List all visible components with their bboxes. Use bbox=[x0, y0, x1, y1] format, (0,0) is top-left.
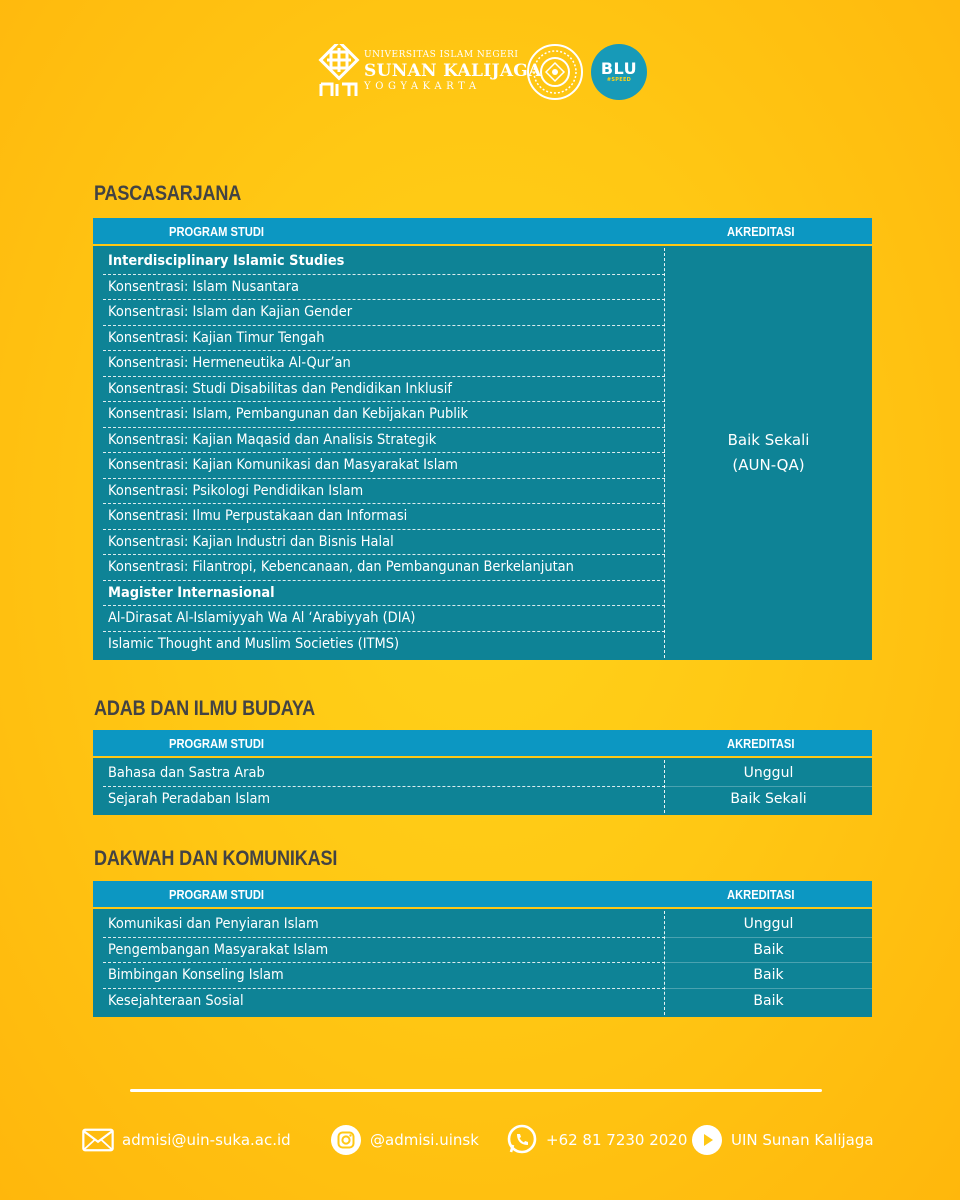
university-name bbox=[364, 50, 542, 93]
contact-instagram-text: @admisi.uinsk bbox=[370, 1131, 479, 1149]
akreditasi-cell: Baik bbox=[753, 992, 784, 1009]
program-cell bbox=[103, 938, 665, 964]
program-name: Konsentrasi: Kajian Komunikasi dan Masyarakat Islam bbox=[108, 457, 458, 473]
table-adab bbox=[93, 730, 872, 815]
table-row bbox=[93, 581, 872, 607]
column-header-akreditasi: AKREDITASI bbox=[727, 736, 795, 751]
table-row bbox=[93, 787, 872, 813]
table-header bbox=[93, 881, 872, 909]
program-name: Pengembangan Masyarakat Islam bbox=[108, 941, 329, 958]
table-header bbox=[93, 730, 872, 758]
program-name: Konsentrasi: Studi Disabilitas dan Pendidikan Inklusif bbox=[108, 380, 452, 397]
contact-whatsapp-text: +62 81 7230 2020 bbox=[546, 1131, 688, 1149]
program-name: Konsentrasi: Psikologi Pendidikan Islam bbox=[108, 482, 364, 499]
program-cell bbox=[103, 428, 665, 454]
program-name: Bahasa dan Sastra Arab bbox=[108, 765, 265, 781]
program-cell bbox=[103, 402, 665, 428]
university-line3: YOGYAKARTA bbox=[364, 81, 481, 92]
table-row bbox=[93, 938, 872, 964]
akreditasi-cell: Baik bbox=[665, 938, 872, 964]
program-cell bbox=[103, 787, 665, 813]
akreditasi-cell: Baik bbox=[665, 963, 872, 989]
column-header-program: PROGRAM STUDI bbox=[169, 887, 265, 902]
program-cell bbox=[103, 555, 665, 581]
table-row bbox=[93, 504, 872, 530]
akreditasi-cell: Unggul bbox=[665, 761, 872, 787]
table-row bbox=[93, 402, 872, 428]
footer-divider bbox=[130, 1089, 822, 1092]
program-cell bbox=[103, 351, 665, 377]
table-row bbox=[93, 428, 872, 454]
program-name: Konsentrasi: Ilmu Perpustakaan dan Informasi bbox=[108, 508, 408, 524]
program-cell bbox=[103, 632, 665, 658]
program-name: Konsentrasi: Filantropi, Kebencanaan, dan Pembangunan Berkelanjutan bbox=[108, 559, 574, 575]
program-name: Bimbingan Konseling Islam bbox=[108, 967, 284, 983]
blu-badge-label: BLU bbox=[600, 59, 638, 78]
table-row bbox=[93, 555, 872, 581]
program-name: Interdisciplinary Islamic Studies bbox=[108, 253, 345, 269]
program-name: Konsentrasi: Islam Nusantara bbox=[108, 278, 299, 295]
program-cell bbox=[103, 530, 665, 556]
section-title-pascasarjana: PASCASARJANA bbox=[94, 182, 242, 205]
table-row bbox=[93, 606, 872, 632]
table-row bbox=[93, 351, 872, 377]
contact-email-text: admisi@uin-suka.ac.id bbox=[122, 1131, 291, 1149]
program-cell bbox=[103, 761, 665, 787]
akreditasi-cell: Baik Sekali bbox=[730, 790, 807, 807]
program-cell bbox=[103, 377, 665, 403]
program-name: Komunikasi dan Penyiaran Islam bbox=[108, 916, 319, 932]
program-cell bbox=[103, 581, 665, 607]
program-name: Sejarah Peradaban Islam bbox=[108, 790, 271, 807]
contact-youtube[interactable] bbox=[691, 1124, 874, 1156]
program-name: Konsentrasi: Islam, Pembangunan dan Kebijakan Publik bbox=[108, 406, 469, 422]
table-row bbox=[93, 377, 872, 403]
table-row bbox=[93, 632, 872, 658]
contact-youtube-text: UIN Sunan Kalijaga bbox=[731, 1131, 874, 1149]
program-name: Magister Internasional bbox=[108, 584, 275, 601]
table-row bbox=[93, 989, 872, 1015]
program-cell bbox=[103, 275, 665, 301]
section-title-dakwah: DAKWAH DAN KOMUNIKASI bbox=[94, 847, 338, 870]
contact-email[interactable] bbox=[82, 1124, 291, 1156]
table-body bbox=[93, 246, 872, 660]
contact-instagram[interactable] bbox=[330, 1124, 479, 1156]
program-cell bbox=[103, 249, 665, 275]
blu-badge bbox=[591, 44, 647, 100]
program-name: Konsentrasi: Kajian Industri dan Bisnis Halal bbox=[108, 533, 394, 550]
table-row bbox=[93, 963, 872, 989]
program-cell bbox=[103, 606, 665, 632]
program-name: Konsentrasi: Kajian Timur Tengah bbox=[108, 329, 325, 346]
uin-logo-icon bbox=[318, 44, 360, 100]
accreditation-seal-icon bbox=[526, 43, 584, 101]
program-cell bbox=[103, 963, 665, 989]
column-header-program: PROGRAM STUDI bbox=[169, 736, 265, 751]
akreditasi-value: Baik Sekali bbox=[727, 431, 810, 449]
mail-icon bbox=[82, 1124, 114, 1156]
header bbox=[0, 40, 960, 110]
table-pascasarjana bbox=[93, 218, 872, 660]
program-name: Kesejahteraan Sosial bbox=[108, 992, 244, 1009]
akreditasi-cell: Unggul bbox=[665, 912, 872, 938]
program-name: Islamic Thought and Muslim Societies (ITMS) bbox=[108, 635, 400, 652]
column-header-akreditasi: AKREDITASI bbox=[727, 224, 795, 239]
table-dakwah bbox=[93, 881, 872, 1017]
akreditasi-agency: (AUN-QA) bbox=[732, 456, 805, 474]
blu-badge-tagline: #SPEED bbox=[606, 77, 632, 83]
program-cell bbox=[103, 504, 665, 530]
program-name: Konsentrasi: Hermeneutika Al-Qur’an bbox=[108, 355, 351, 371]
program-cell bbox=[103, 326, 665, 352]
program-cell bbox=[103, 300, 665, 326]
table-body bbox=[93, 909, 872, 1017]
table-row bbox=[93, 761, 872, 787]
table-body bbox=[93, 758, 872, 815]
university-line2: SUNAN KALIJAGA bbox=[364, 61, 542, 81]
table-row bbox=[93, 453, 872, 479]
whatsapp-icon bbox=[506, 1124, 538, 1156]
column-header-program: PROGRAM STUDI bbox=[169, 224, 265, 239]
table-row bbox=[93, 479, 872, 505]
program-name: Al-Dirasat Al-Islamiyyah Wa Al ‘Arabiyyah (DIA) bbox=[108, 610, 416, 626]
section-title-adab: ADAB DAN ILMU BUDAYA bbox=[94, 697, 315, 720]
table-row bbox=[93, 530, 872, 556]
table-row bbox=[93, 275, 872, 301]
contact-whatsapp[interactable] bbox=[506, 1124, 687, 1156]
program-cell bbox=[103, 479, 665, 505]
university-line1: UNIVERSITAS ISLAM NEGERI bbox=[364, 50, 519, 60]
instagram-icon bbox=[330, 1124, 362, 1156]
program-cell bbox=[103, 912, 665, 938]
table-row bbox=[93, 912, 872, 938]
column-header-akreditasi: AKREDITASI bbox=[727, 887, 795, 902]
table-row bbox=[93, 249, 872, 275]
table-header bbox=[93, 218, 872, 246]
table-row bbox=[93, 300, 872, 326]
program-name: Konsentrasi: Kajian Maqasid dan Analisis Strategik bbox=[108, 431, 437, 448]
program-cell bbox=[103, 989, 665, 1015]
table-row bbox=[93, 326, 872, 352]
program-name: Konsentrasi: Islam dan Kajian Gender bbox=[108, 304, 353, 320]
program-cell bbox=[103, 453, 665, 479]
youtube-icon bbox=[691, 1124, 723, 1156]
